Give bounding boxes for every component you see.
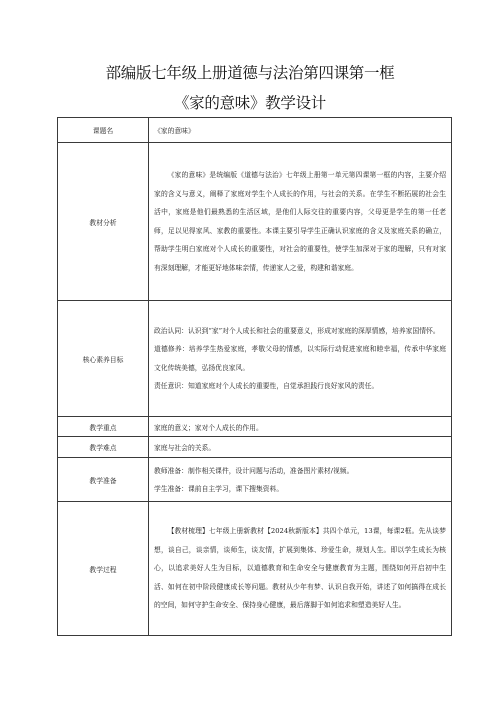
preparation-label: 教学准备 <box>58 458 149 502</box>
topic-value: 《家的意味》 <box>149 118 452 143</box>
process-cell <box>149 502 452 636</box>
analysis-label: 教材分析 <box>58 143 149 301</box>
process-label: 教学过程 <box>58 502 149 636</box>
literacy-label: 核心素养目标 <box>58 301 149 417</box>
row-literacy <box>58 301 452 417</box>
row-analysis <box>58 143 452 301</box>
preparation-teacher: 教师准备：制作相关课件，设计问题与活动，准备图片素材/视频。 <box>154 466 354 475</box>
row-topic <box>58 118 452 143</box>
lesson-plan-table <box>57 117 452 636</box>
document-title-line1: 部编版七年级上册道德与法治第四课第一框 <box>105 64 395 82</box>
literacy-cell <box>149 301 452 417</box>
literacy-item: 责任意识：知道家庭对个人成长的重要性，自觉承担践行良好家风的责任。 <box>154 382 379 390</box>
literacy-item: 道德修养：培养学生热爱家庭，孝敬父母的情感，以实际行动促进家庭和睦幸福，传承中华家庭文化传统美德，弘扬优良家风。 <box>154 345 446 372</box>
row-difficulty <box>58 437 452 458</box>
row-process <box>58 502 452 636</box>
analysis-text: 《家的意味》是统编版《道德与法治》七年级上册第一单元第四课第一框的内容，主要介绍家的含义与意义，阐释了家庭对学生个人成长的作用，与社会的关系。在学生不断拓展的社会生活中，家庭是他们最熟悉的生活区域，是他们人际交往的重要内容，父母更是学生的第一任老师，足以见得家风、家教的重要性。本课主要引导学生正确认识家庭的含义及家庭关系的确立，帮助学生明白家庭对个人成长的重要性，对社会的重要性，使学生加深对于家的理解，只有对家有深刻理解，才能更好地体味亲情，传递家人之爱，构建和谐家庭。 <box>154 171 446 272</box>
difficulty-label: 教学难点 <box>58 437 149 458</box>
process-text: 【教材梳理】七年级上册新教材【2024秋新版本】共四个单元，13课，每课2框。先从谈梦想，谈自己，谈亲情，谈师生，谈友情，扩展到集体、珍爱生命，规划人生。即以学生成长为核心，以追求美好人生为目标，以道德教育和生命安全与健康教育为主题，围绕如何开启初中生活、如何在初中阶段健康成长等问题。教材从少年有梦、认识自我开始，讲述了如何搞得在成长的空间，如何守护生命安全、保持身心健康，最后落脚于如何追求和塑造美好人生。 <box>154 527 446 610</box>
analysis-cell <box>149 143 452 301</box>
difficulty-value: 家庭与社会的关系。 <box>149 437 452 458</box>
row-preparation <box>58 458 452 502</box>
literacy-item: 政治认同：认识到“家”对个人成长和社会的重要意义，形成对家庭的深厚情感，培养家国情怀。 <box>154 326 440 335</box>
topic-label: 课题名 <box>58 118 149 143</box>
keypoint-label: 教学重点 <box>58 417 149 437</box>
row-keypoint <box>58 417 452 437</box>
keypoint-value: 家庭的意义；家对个人成长的作用。 <box>149 417 452 437</box>
preparation-cell <box>149 458 452 502</box>
preparation-student: 学生准备：课前自主学习，课下搜集资料。 <box>154 484 284 493</box>
document-title-line2: 《家的意味》教学设计 <box>173 94 326 112</box>
